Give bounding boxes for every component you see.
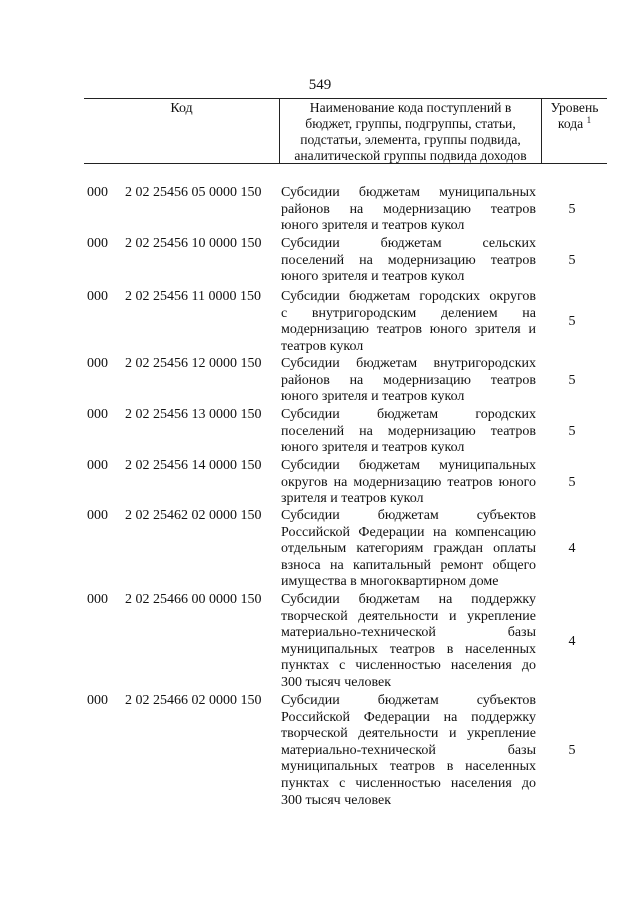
header-code: Код xyxy=(170,101,193,116)
revenue-name-line: пунктах с численностью населения до xyxy=(281,658,536,674)
revenue-name-line: творческой деятельности и укрепление xyxy=(281,726,536,742)
revenue-name xyxy=(281,693,536,809)
code-level: 5 xyxy=(568,742,576,758)
revenue-name-line: модернизацию театров юного зрителя и xyxy=(281,322,536,338)
admin-code: 000 xyxy=(87,289,108,304)
revenue-name xyxy=(281,356,536,406)
revenue-name-line: пунктах с численностью населения до xyxy=(281,775,536,791)
code-level: 5 xyxy=(568,474,576,490)
revenue-name-line: Российской Федерации на поддержку xyxy=(281,709,536,725)
admin-code: 000 xyxy=(87,508,108,523)
revenue-name-line: Субсидии бюджетам внутригородских xyxy=(281,356,536,371)
code-level: 4 xyxy=(568,541,576,557)
revenue-name-line: муниципальных театров в населенных xyxy=(281,759,536,775)
admin-code: 000 xyxy=(87,356,108,371)
revenue-name-line: поселений на модернизацию театров xyxy=(281,423,536,439)
revenue-name-line: районов на модернизацию театров xyxy=(281,201,536,217)
revenue-name-line: юного зрителя и театров кукол xyxy=(281,218,465,234)
revenue-name xyxy=(281,289,536,355)
revenue-name-line: муниципальных театров в населенных xyxy=(281,641,536,657)
revenue-code: 2 02 25456 10 0000 150 xyxy=(125,236,262,251)
revenue-code: 2 02 25466 02 0000 150 xyxy=(125,693,262,708)
code-level: 5 xyxy=(568,313,576,329)
revenue-name-line: отдельным категориям граждан оплаты xyxy=(281,541,536,557)
revenue-name-line: Субсидии бюджетам на поддержку xyxy=(281,592,536,607)
revenue-code: 2 02 25466 00 0000 150 xyxy=(125,592,262,607)
revenue-name-line: Субсидии бюджетам муниципальных xyxy=(281,458,536,473)
admin-code: 000 xyxy=(87,592,108,607)
header-level-line xyxy=(542,116,607,132)
revenue-name-line: Российской Федерации на компенсацию xyxy=(281,524,536,540)
revenue-name-line: юного зрителя и театров кукол xyxy=(281,269,465,285)
footnote-mark: 1 xyxy=(586,115,592,125)
code-level: 4 xyxy=(568,633,576,649)
admin-code: 000 xyxy=(87,185,108,200)
header-level xyxy=(542,99,607,164)
revenue-name-line: материально-технической базы xyxy=(281,625,536,641)
revenue-code: 2 02 25456 05 0000 150 xyxy=(125,185,262,200)
revenue-name-line: Субсидии бюджетам муниципальных xyxy=(281,185,536,200)
revenue-code: 2 02 25456 14 0000 150 xyxy=(125,458,262,473)
admin-code: 000 xyxy=(87,458,108,473)
admin-code: 000 xyxy=(87,693,108,708)
revenue-name xyxy=(281,185,536,235)
revenue-name xyxy=(281,458,536,508)
revenue-name-line: 300 тысяч человек xyxy=(281,674,392,690)
revenue-name-line: театров кукол xyxy=(281,338,364,354)
revenue-name-line: округов на модернизацию театров юного xyxy=(281,474,536,490)
header-level-line: Уровень xyxy=(550,100,599,115)
revenue-code: 2 02 25462 02 0000 150 xyxy=(125,508,262,523)
header-name-line: бюджет, группы, подгруппы, статьи, xyxy=(305,116,516,131)
revenue-name xyxy=(281,592,536,692)
header-name-line: аналитической группы подвида доходов xyxy=(294,148,527,163)
revenue-code: 2 02 25456 12 0000 150 xyxy=(125,356,262,371)
code-level: 5 xyxy=(568,201,576,217)
revenue-name-line: юного зрителя и театров кукол xyxy=(281,389,465,405)
header-name-line: подстатьи, элемента, группы подвида, xyxy=(300,132,521,147)
revenue-name-line: Субсидии бюджетам городских xyxy=(281,407,536,422)
table-header xyxy=(84,98,607,164)
header-name-line: Наименование кода поступлений в xyxy=(309,100,512,115)
revenue-name-line: Субсидии бюджетам сельских xyxy=(281,236,536,251)
admin-code: 000 xyxy=(87,407,108,422)
revenue-name-line: зрителя и театров кукол xyxy=(281,491,424,507)
revenue-name-line: юного зрителя и театров кукол xyxy=(281,440,465,456)
revenue-name-line: Субсидии бюджетам городских округов xyxy=(281,289,536,304)
page-number: 549 xyxy=(308,77,332,93)
code-level: 5 xyxy=(568,252,576,268)
revenue-name-line: 300 тысяч человек xyxy=(281,792,392,808)
revenue-name-line: имущества в многоквартирном доме xyxy=(281,574,499,590)
revenue-name-line: взноса на капитальный ремонт общего xyxy=(281,557,536,573)
revenue-name-line: с внутригородским делением на xyxy=(281,305,536,321)
revenue-name-line: творческой деятельности и укрепление xyxy=(281,608,536,624)
code-level: 5 xyxy=(568,372,576,388)
revenue-name xyxy=(281,407,536,457)
code-level: 5 xyxy=(568,423,576,439)
revenue-name-line: районов на модернизацию театров xyxy=(281,372,536,388)
header-name xyxy=(279,99,542,163)
revenue-name-line: Субсидии бюджетам субъектов xyxy=(281,693,536,708)
admin-code: 000 xyxy=(87,236,108,251)
revenue-code: 2 02 25456 13 0000 150 xyxy=(125,407,262,422)
header-level-word: кода xyxy=(557,116,584,131)
revenue-code: 2 02 25456 11 0000 150 xyxy=(125,289,261,304)
revenue-name xyxy=(281,508,536,591)
revenue-name xyxy=(281,236,536,286)
revenue-name-line: Субсидии бюджетам субъектов xyxy=(281,508,536,523)
revenue-name-line: поселений на модернизацию театров xyxy=(281,252,536,268)
revenue-name-line: материально-технической базы xyxy=(281,742,536,758)
